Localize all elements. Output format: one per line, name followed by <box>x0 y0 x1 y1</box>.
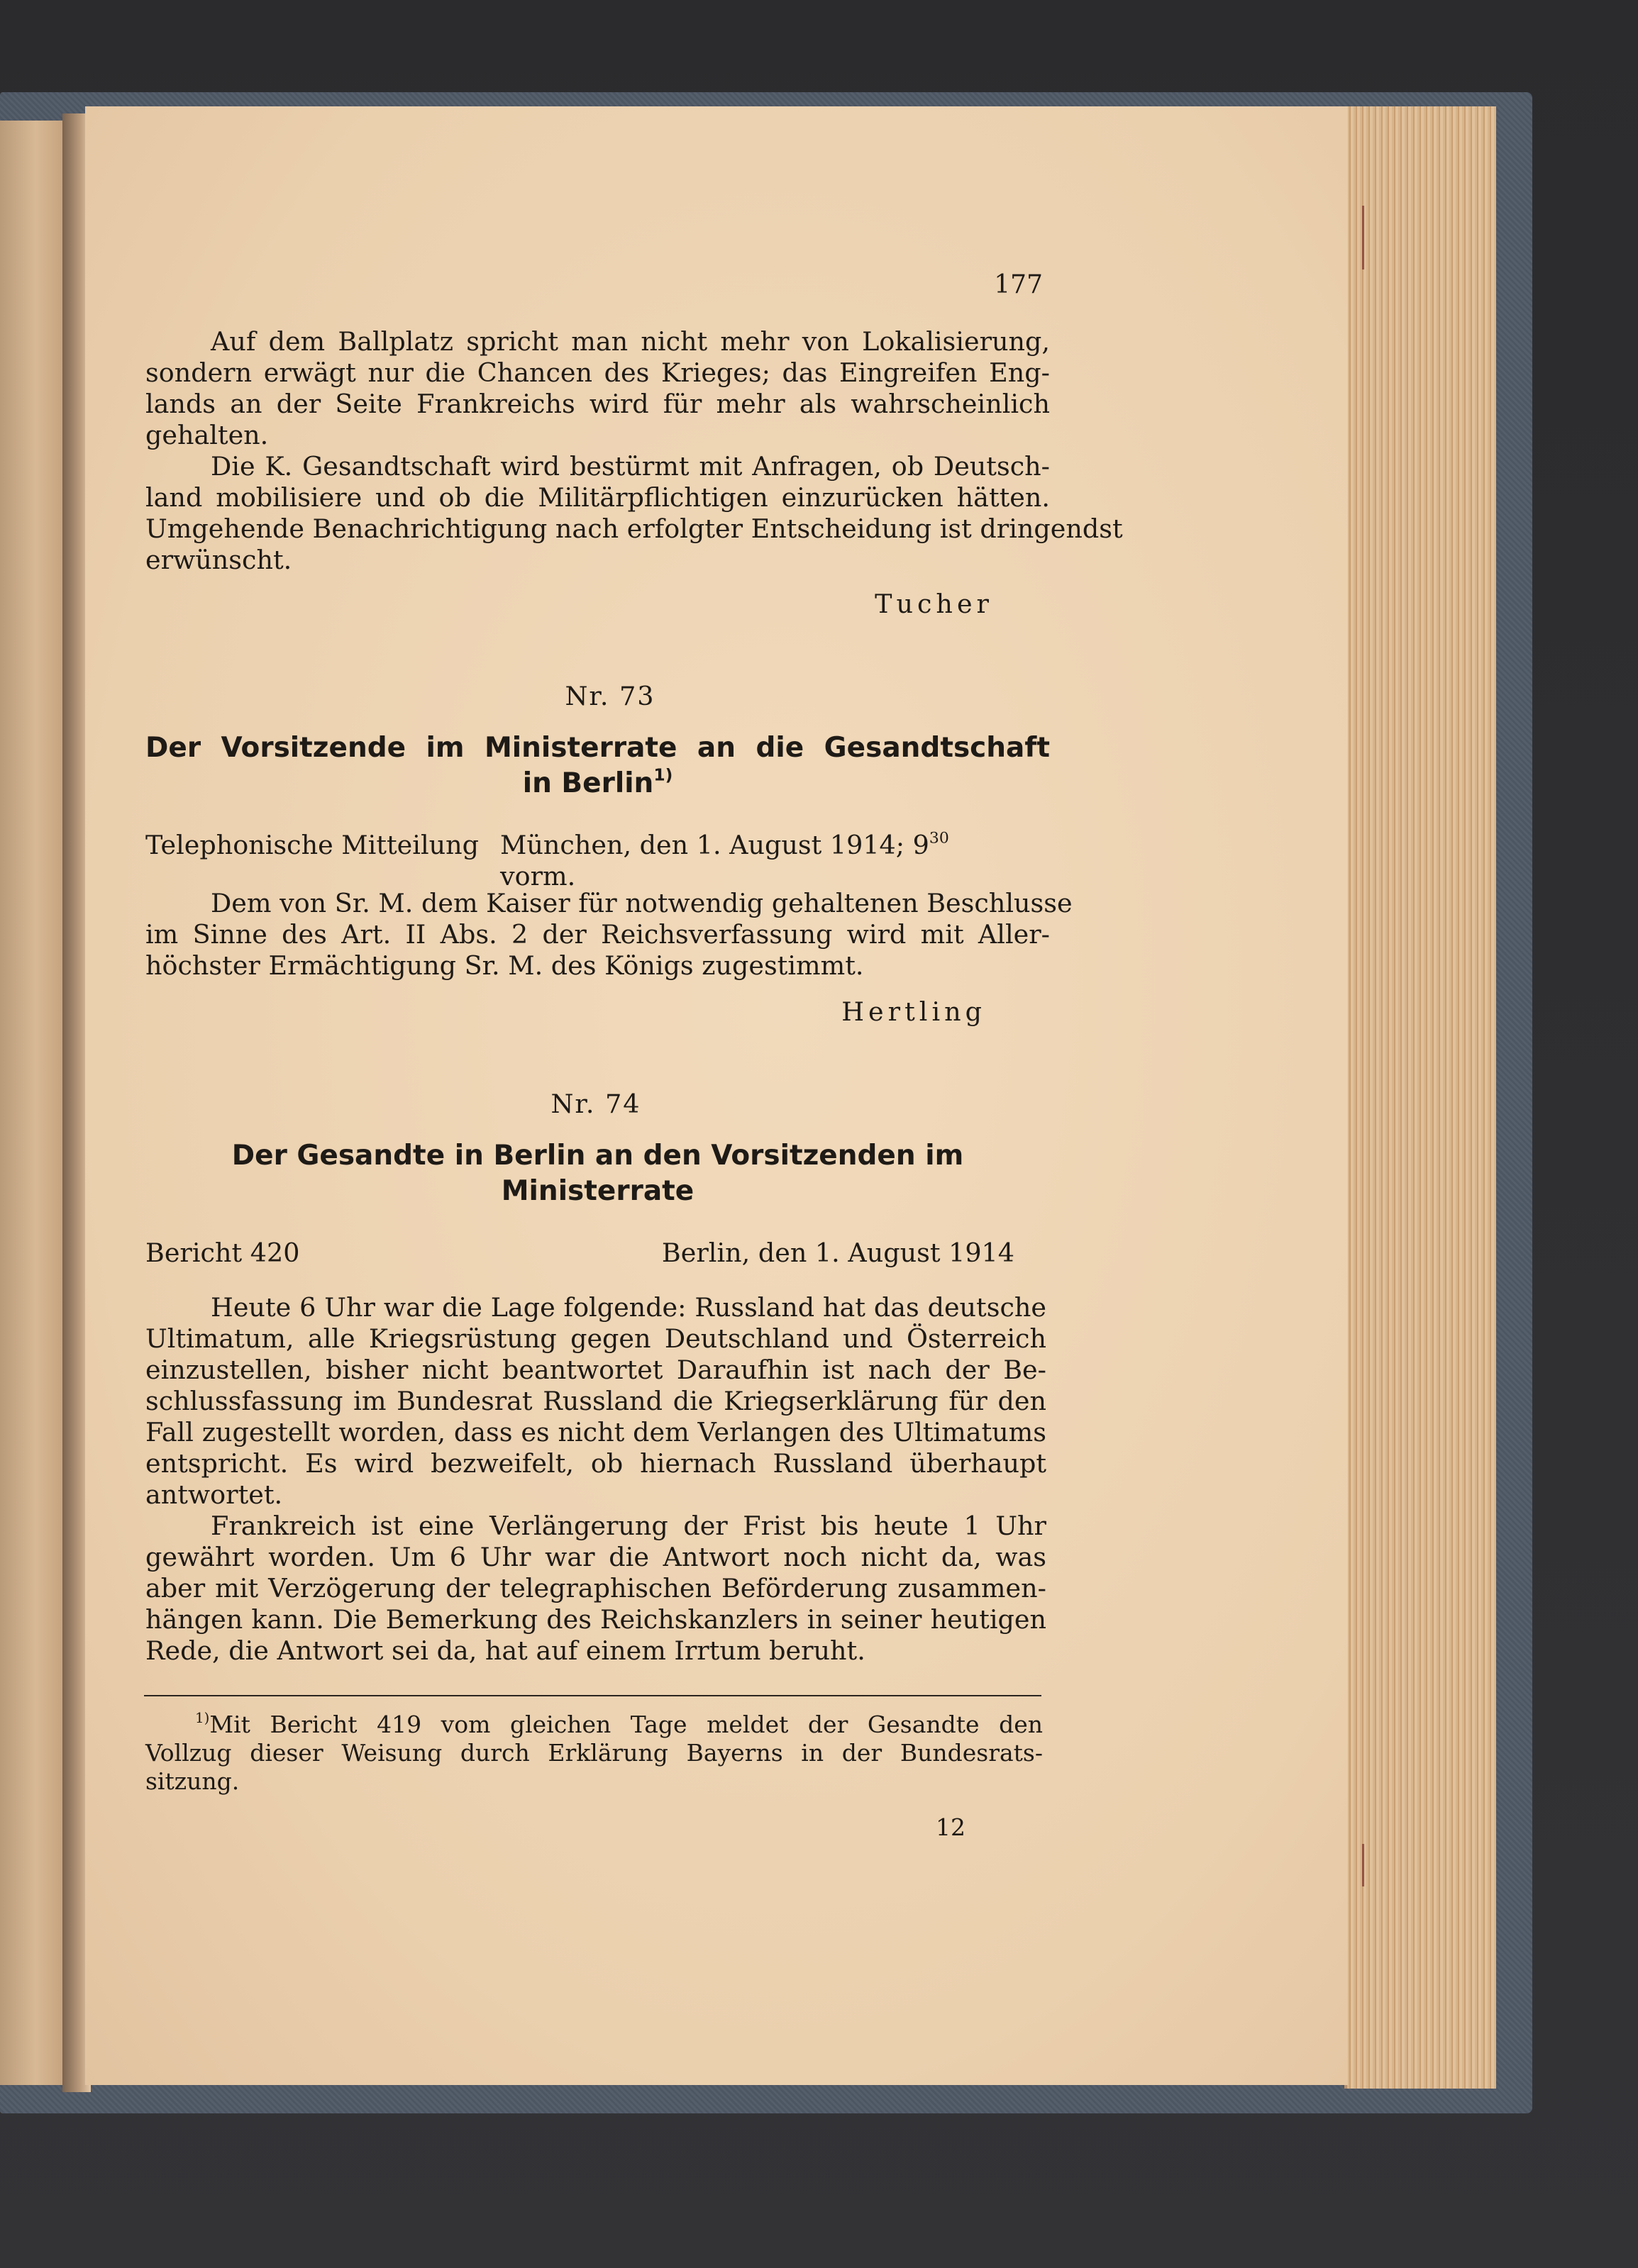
footnote-marker: 1) <box>653 765 673 785</box>
continuation-paragraph <box>145 326 1123 576</box>
text-line: Ultimatum, alle Kriegsrüstung gegen Deutschland und Österreich <box>145 1323 1046 1354</box>
text-line: Umgehende Benachrichtigung nach erfolgter Entscheidung ist dringendst <box>145 513 1123 544</box>
time-superscript: 30 <box>929 829 949 847</box>
document-body-74 <box>145 1292 1046 1667</box>
text-line: land mobilisiere und ob die Militärpflichtigen einzurücken hätten. <box>145 482 1050 513</box>
text-line: Frankreich ist eine Verlängerung der Frist bis heute 1 Uhr <box>211 1511 1046 1541</box>
footnote-marker: 1) <box>195 1710 210 1727</box>
title-line: Der Gesandte in Berlin an den Vorsitzenden im <box>231 1140 964 1172</box>
text-line: gehalten. <box>145 420 269 450</box>
text-line: Auf dem Ballplatz spricht man nicht mehr von Lokalisierung, <box>211 326 1050 357</box>
transmission-type: Telephonische Mitteilung <box>145 830 480 860</box>
place-date <box>500 830 1022 892</box>
report-number: Bericht 420 <box>145 1238 300 1268</box>
text-line: im Sinne des Art. II Abs. 2 der Reichsverfassung wird mit Aller- <box>145 919 1050 950</box>
text-line: sondern erwägt nur die Chancen des Krieges; das Eingreifen Eng- <box>145 357 1050 388</box>
place-date-text: München, den 1. August 1914; 9 <box>500 830 929 860</box>
facing-page-edge <box>0 121 65 2085</box>
document-meta-73 <box>145 829 1022 891</box>
footnote-line <box>145 1711 1043 1739</box>
page-edge-mark <box>1362 1844 1364 1886</box>
title-text: in Berlin <box>522 767 654 799</box>
text-line: aber mit Verzögerung der telegraphischen Beförderung zusammen- <box>145 1573 1046 1603</box>
footnote <box>145 1711 1043 1796</box>
title-line <box>145 766 1050 801</box>
text-line: Heute 6 Uhr war die Lage folgende: Russland hat das deutsche <box>211 1292 1046 1323</box>
page-number: 177 <box>994 270 1043 299</box>
title-line: Ministerrate <box>501 1175 695 1207</box>
document-body-73 <box>145 888 1073 982</box>
signature-mark: 12 <box>936 1813 965 1841</box>
text-line: erwünscht. <box>145 545 292 575</box>
text-line: Dem von Sr. M. dem Kaiser für notwendig gehaltenen Beschlusse <box>211 888 1073 918</box>
footnote-divider <box>144 1695 1041 1696</box>
text-line: antwortet. <box>145 1479 283 1510</box>
text-line: lands an der Seite Frankreichs wird für mehr als wahrscheinlich <box>145 389 1050 419</box>
document-title-74 <box>145 1138 1050 1209</box>
text-line: Fall zugestellt worden, dass es nicht dem Verlangen des Ultimatums <box>145 1417 1046 1447</box>
document-meta-74 <box>145 1238 1014 1269</box>
page-edges <box>1344 106 1496 2089</box>
text-line: einzustellen, bisher nicht beantwortet Daraufhin ist nach der Be- <box>145 1355 1046 1385</box>
footnote-line: sitzung. <box>145 1767 240 1795</box>
footnote-text: Mit Bericht 419 vom gleichen Tage meldet der Gesandte den <box>209 1711 1043 1738</box>
text-line: entspricht. Es wird bezweifelt, ob hiernach Russland überhaupt <box>145 1448 1046 1479</box>
document-title-73 <box>145 730 1050 801</box>
title-line: Der Vorsitzende im Ministerrate an die Gesandtschaft <box>145 732 1050 764</box>
place-date: Berlin, den 1. August 1914 <box>661 1238 1014 1268</box>
text-line: hängen kann. Die Bemerkung des Reichskanzlers in seiner heutigen <box>145 1604 1046 1635</box>
footnote-line: Vollzug dieser Weisung durch Erklärung Bayerns in der Bundesrats- <box>145 1739 1043 1767</box>
document-number-73: Nr. 73 <box>565 681 655 711</box>
text-line: gewährt worden. Um 6 Uhr war die Antwort noch nicht da, was <box>145 1542 1046 1572</box>
time-suffix: vorm. <box>500 861 576 891</box>
text-line: schlussfassung im Bundesrat Russland die Kriegserklärung für den <box>145 1386 1046 1416</box>
text-line: höchster Ermächtigung Sr. M. des Königs zugestimmt. <box>145 950 864 981</box>
signature-hertling: Hertling <box>841 996 986 1027</box>
text-line: Rede, die Antwort sei da, hat auf einem Irrtum beruht. <box>145 1635 865 1666</box>
text-line: Die K. Gesandtschaft wird bestürmt mit Anfragen, ob Deutsch- <box>211 451 1050 482</box>
document-number-74: Nr. 74 <box>550 1089 641 1119</box>
page-edge-mark <box>1362 206 1364 269</box>
signature-tucher: Tucher <box>875 589 993 619</box>
